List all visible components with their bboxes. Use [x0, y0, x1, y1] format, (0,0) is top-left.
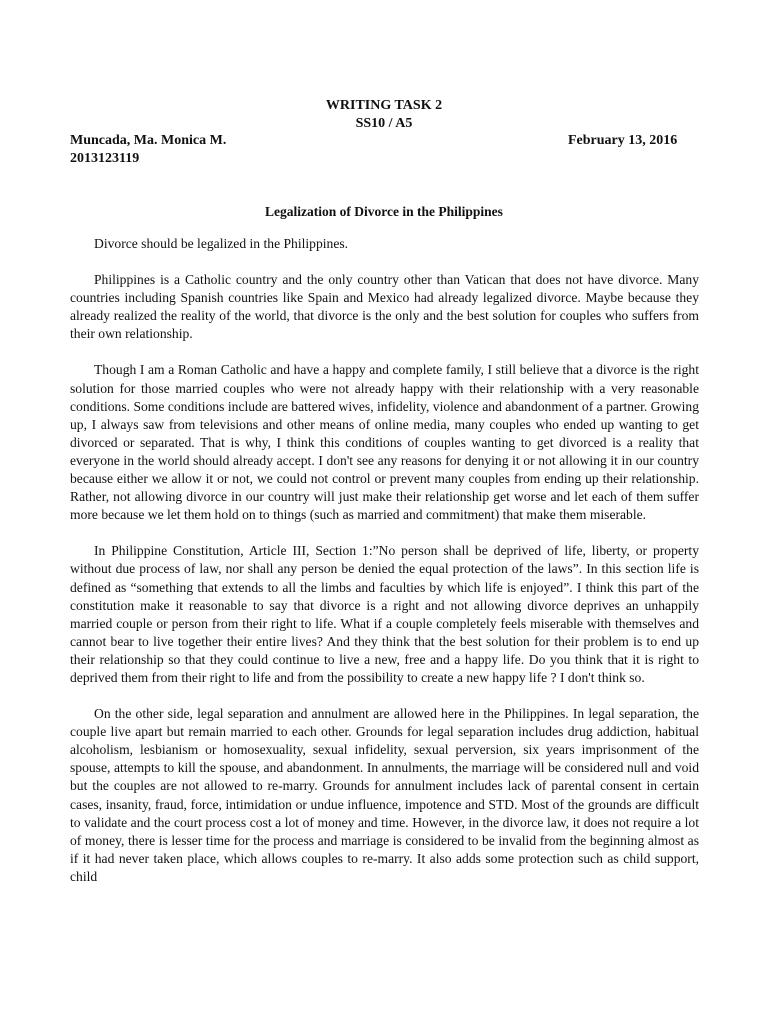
paragraph-5: On the other side, legal separation and annulment are allowed here in the Philippines. In legal separation, the couple live apart but remain married to each other. Grounds for legal separation includes drug addiction, habitual alcoholism, lesbianism or homosexuality, sexual infidelity, sexual perversion, six years imprisonment of the spouse, attempts to kill the spouse, and abandonment. In annulments, the marriage will be considered null and void but the couples are not allowed to re-marry. Grounds for annulment includes lack of parental consent in certain cases, insanity, fraud, force, intimidation or undue influence, impotence and STD. Most of the grounds are difficult to validate and the court process cost a lot of money and time. However, in the divorce law, it does not require a lot of money, there is lesser time for the process and marriage is considered to be invalid from the beginning almost as if it had never taken place, which allows couples to re-marry. It also adds some protection such as child support, child — [70, 706, 699, 884]
task-heading: WRITING TASK 2 — [325, 98, 443, 113]
essay-title: Legalization of Divorce in the Philippines — [265, 204, 503, 219]
document-date: February 13, 2016 — [568, 133, 678, 148]
paragraph-1: Divorce should be legalized in the Philippines. — [94, 236, 349, 251]
essay-body — [70, 235, 699, 904]
paragraph-2: Philippines is a Catholic country and the only country other than Vatican that does not have divorce. Many countries including Spanish countries like Spain and Mexico had already legalized divorce. Maybe because they already realized the reality of the world, that divorce is the only and the best solution for couples who suffers from their own relationship. — [70, 272, 699, 342]
student-id: 2013123119 — [70, 151, 140, 166]
paragraph-3: Though I am a Roman Catholic and have a happy and complete family, I still believe that a divorce is the right solution for those married couples who were not already happy with their relationship with a very reasonable conditions. Some conditions include are battered wives, infidelity, violence and abandonment of a partner. Growing up, I always saw from televisions and other means of online media, many couples who ended up wanting to get divorced or separated. That is why, I think this conditions of couples wanting to get divorced is a reality that everyone in the world should already accept. I don't see any reasons for denying it or not allowing it in our country because either we allow it or not, we could not control or prevent many couples from ending up their relationship. Rather, not allowing divorce in our country will just make their relationship get worse and let each of them suffer more because we let them hold on to things (such as married and commitment) that make them miserable. — [70, 362, 699, 523]
paragraph-4: In Philippine Constitution, Article III, Section 1:”No person shall be deprived of life, liberty, or property without due process of law, nor shall any person be denied the equal protection of the laws”. In this section life is defined as “something that extends to all the limbs and faculties by which life is enjoyed”. I think this part of the constitution make it reasonable to say that divorce is a right and not allowing divorce deprives an unhappily married couple or person from their right to life. What if a couple completely feels miserable with themselves and cannot bear to live together their entire lives? And they think that the best solution for their problem is to end up their relationship so that they could continue to live a new, free and a happy life. Do you think that it is right to deprived them from their right to life and from the possibility to create a new happy life ? I don't think so. — [70, 543, 699, 685]
section-heading: SS10 / A5 — [355, 116, 413, 131]
author-name: Muncada, Ma. Monica M. — [70, 133, 227, 148]
